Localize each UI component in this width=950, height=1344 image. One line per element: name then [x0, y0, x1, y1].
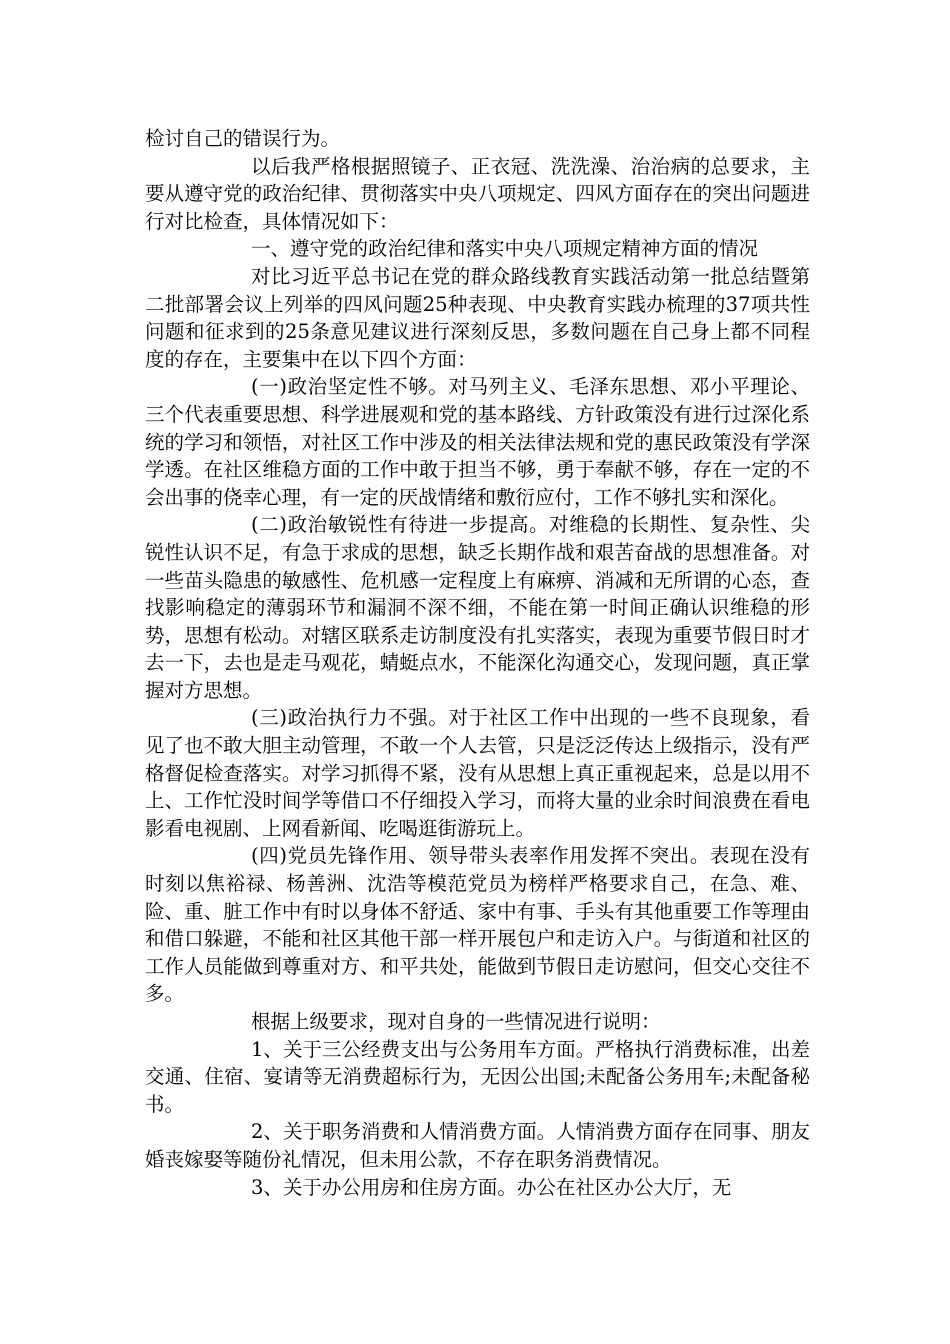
paragraph-item-3: (三)政治执行力不强。对于社区工作中出现的一些不良现象，看见了也不敢大胆主动管理，不敢一个人去管，只是泛泛传达上级指示，没有严格督促检查落实。对学习抓得不紧，没有从思想上真正重视起来，总是以用不上、工作忙没时间学等借口不仔细投入学习，而将大量的业余时间浪费在看电影看电视剧、上网看新闻、吃喝逛街游玩上。	[145, 706, 810, 840]
document-body	[145, 125, 810, 1201]
paragraph-item-2: (二)政治敏锐性有待进一步提高。对维稳的长期性、复杂性、尖锐性认识不足，有急于求成的思想，缺乏长期作战和艰苦奋战的思想准备。对一些苗头隐患的敏感性、危机感一定程度上有麻痹、消减和无所谓的心态，查找影响稳定的薄弱环节和漏洞不深不细，不能在第一时间正确认识维稳的形势，思想有松动。对辖区联系走访制度没有扎实落实，表现为重要节假日时才去一下，去也是走马观花，蜻蜓点水，不能深化沟通交心，发现问题，真正掌握对方思想。	[145, 513, 810, 702]
paragraph-point-2: 2、关于职务消费和人情消费方面。人情消费方面存在同事、朋友婚丧嫁娶等随份礼情况，但未用公款，不存在职务消费情况。	[145, 1120, 810, 1171]
paragraph-continuation: 检讨自己的错误行为。	[145, 127, 341, 150]
paragraph-point-3: 3、关于办公用房和住房方面。办公在社区办公大厅，无	[251, 1175, 732, 1199]
paragraph-explanation-intro: 根据上级要求，现对自身的一些情况进行说明：	[251, 1010, 661, 1033]
section-heading: 一、遵守党的政治纪律和落实中央八项规定精神方面的情况	[251, 237, 759, 261]
paragraph-item-1: (一)政治坚定性不够。对马列主义、毛泽东思想、邓小平理论、三个代表重要思想、科学进展观和党的基本路线、方针政策没有进行过深化系统的学习和领悟，对社区工作中涉及的相关法律法规和党的惠民政策没有学深学透。在社区维稳方面的工作中敢于担当不够，勇于奉献不够，存在一定的不会出事的侥幸心理，有一定的厌战情绪和敷衍应付，工作不够扎实和深化。	[145, 375, 810, 509]
paragraph-point-1: 1、关于三公经费支出与公务用车方面。严格执行消费标准，出差交通、住宿、宴请等无消费超标行为，无因公出国;未配备公务用车;未配备秘书。	[145, 1037, 810, 1116]
paragraph-intro: 以后我严格根据照镜子、正衣冠、洗洗澡、治治病的总要求，主要从遵守党的政治纪律、贯彻落实中央八项规定、四风方面存在的突出问题进行对比检查，具体情况如下：	[145, 154, 810, 233]
paragraph-reflection: 对比习近平总书记在党的群众路线教育实践活动第一批总结暨第二批部署会议上列举的四风问题25种表现、中央教育实践办梳理的37项共性问题和征求到的25条意见建议进行深刻反思，多数问题在自己身上都不同程度的存在，主要集中在以下四个方面：	[145, 264, 810, 371]
paragraph-item-4: (四)党员先锋作用、领导带头表率作用发挥不突出。表现在没有时刻以焦裕禄、杨善洲、沈浩等模范党员为榜样严格要求自己，在急、难、险、重、脏工作中有时以身体不舒适、家中有事、手头有其他重要工作等理由和借口躲避，不能和社区其他干部一样开展包户和走访入户。与街道和社区的工作人员能做到尊重对方、和平共处，能做到节假日走访慰问，但交心交往不多。	[145, 844, 810, 1006]
